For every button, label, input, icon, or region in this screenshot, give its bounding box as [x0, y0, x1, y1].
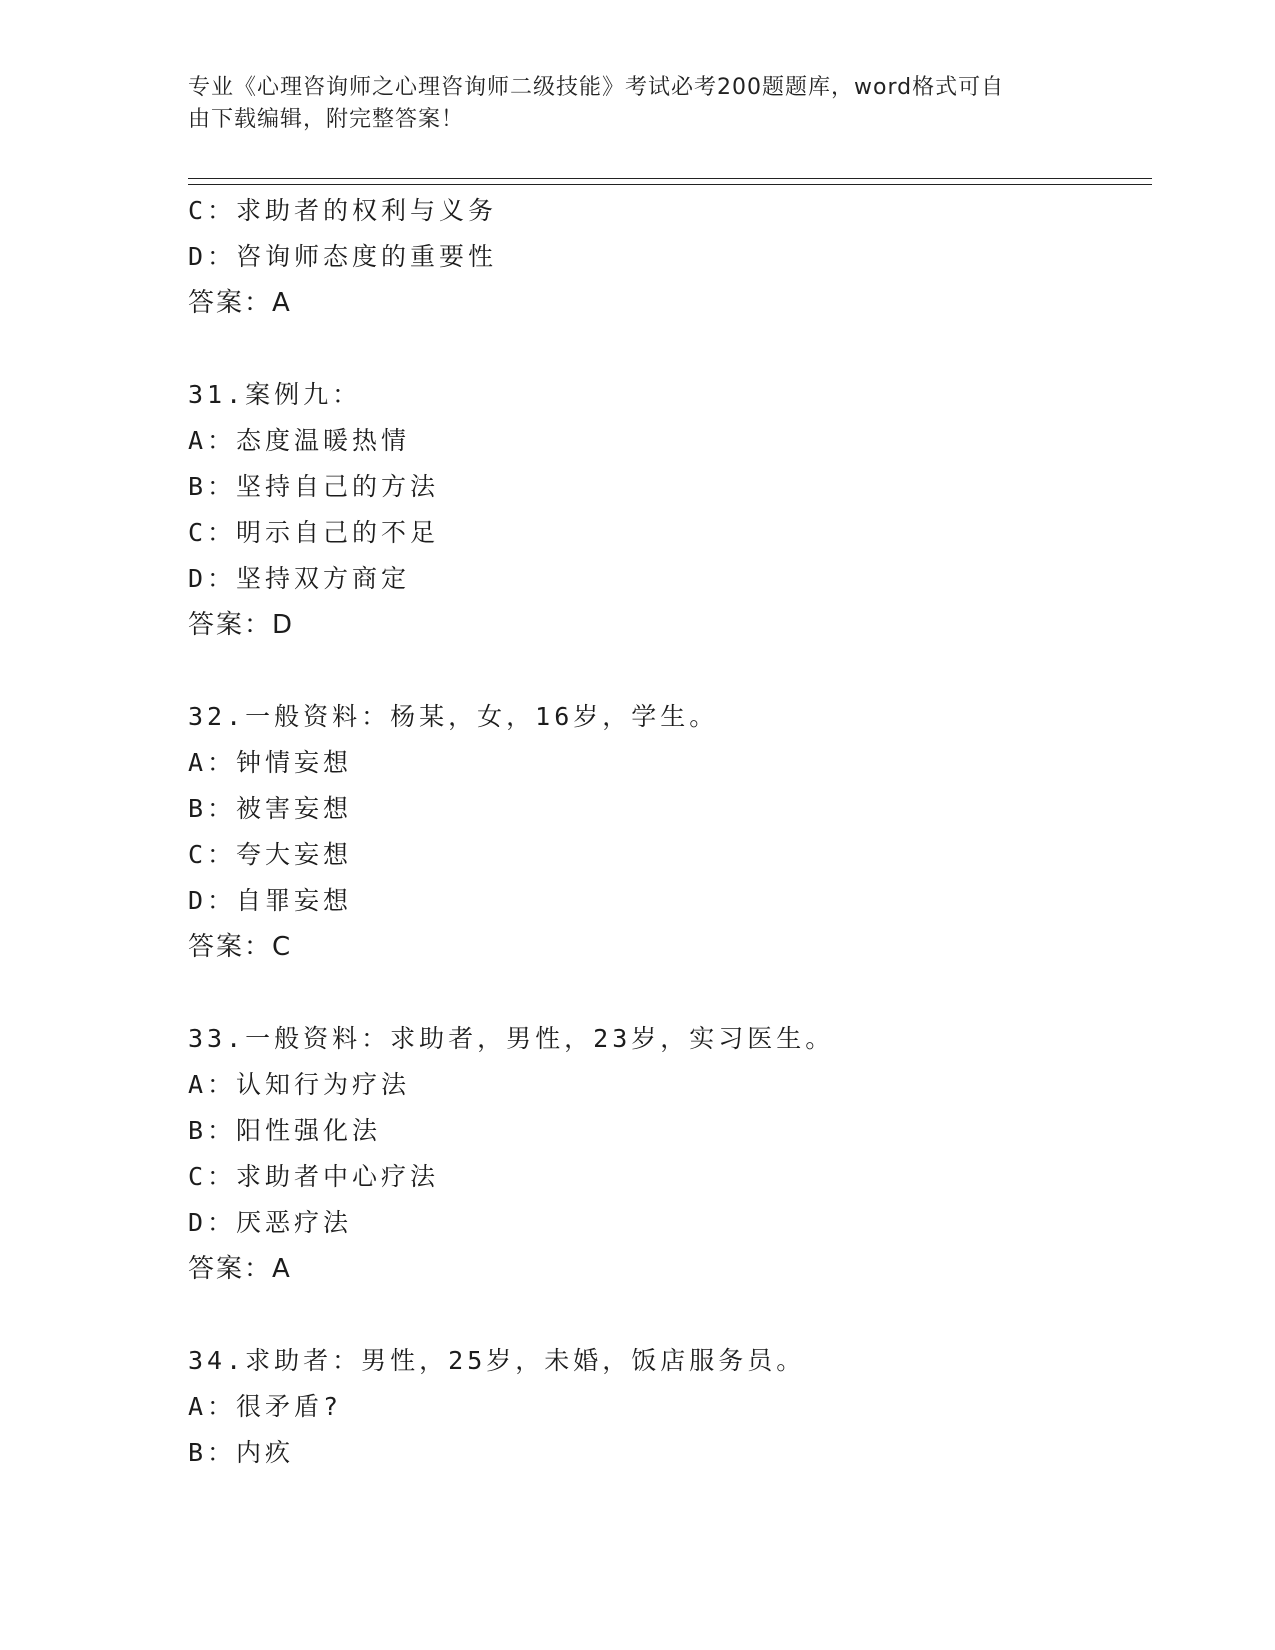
option-d: D：坚持双方商定	[188, 564, 411, 593]
question-33	[188, 1016, 1148, 1292]
option-b: B：阳性强化法	[188, 1116, 382, 1145]
question-stem: 34.求助者：男性，25岁，未婚，饭店服务员。	[188, 1346, 806, 1375]
option-a: A：认知行为疗法	[188, 1070, 411, 1099]
option-c: C：求助者的权利与义务	[188, 196, 498, 225]
header-line-2: 由下载编辑，附完整答案！	[188, 107, 465, 132]
question-stem: 33.一般资料：求助者，男性，23岁，实习医生。	[188, 1024, 835, 1053]
question-stem: 31.案例九：	[188, 380, 362, 409]
header-line-1: 专业《心理咨询师之心理咨询师二级技能》考试必考200题题库，word格式可自	[188, 75, 1005, 100]
option-a: A：钟情妄想	[188, 748, 353, 777]
header-divider-top	[188, 178, 1152, 179]
question-30-continuation	[188, 188, 1148, 326]
question-31	[188, 372, 1148, 648]
question-stem: 32.一般资料：杨某，女，16岁，学生。	[188, 702, 719, 731]
document-header	[188, 72, 1068, 136]
option-b: B：坚持自己的方法	[188, 472, 440, 501]
option-d: D：咨询师态度的重要性	[188, 242, 498, 271]
question-32	[188, 694, 1148, 970]
spacer	[188, 648, 1148, 694]
option-d: D：自罪妄想	[188, 886, 353, 915]
question-list	[188, 188, 1148, 1476]
option-b: B：内疚	[188, 1438, 295, 1467]
option-d: D：厌恶疗法	[188, 1208, 353, 1237]
option-c: C：夸大妄想	[188, 840, 353, 869]
answer-line: 答案：C	[188, 932, 293, 962]
option-a: A：很矛盾?	[188, 1392, 343, 1421]
option-c: C：明示自己的不足	[188, 518, 440, 547]
option-b: B：被害妄想	[188, 794, 353, 823]
answer-line: 答案：D	[188, 610, 295, 640]
header-divider-bottom	[188, 184, 1152, 185]
answer-line: 答案：A	[188, 288, 292, 318]
question-34	[188, 1338, 1148, 1476]
answer-line: 答案：A	[188, 1254, 292, 1284]
option-a: A：态度温暖热情	[188, 426, 411, 455]
spacer	[188, 970, 1148, 1016]
spacer	[188, 326, 1148, 372]
spacer	[188, 1292, 1148, 1338]
option-c: C：求助者中心疗法	[188, 1162, 440, 1191]
